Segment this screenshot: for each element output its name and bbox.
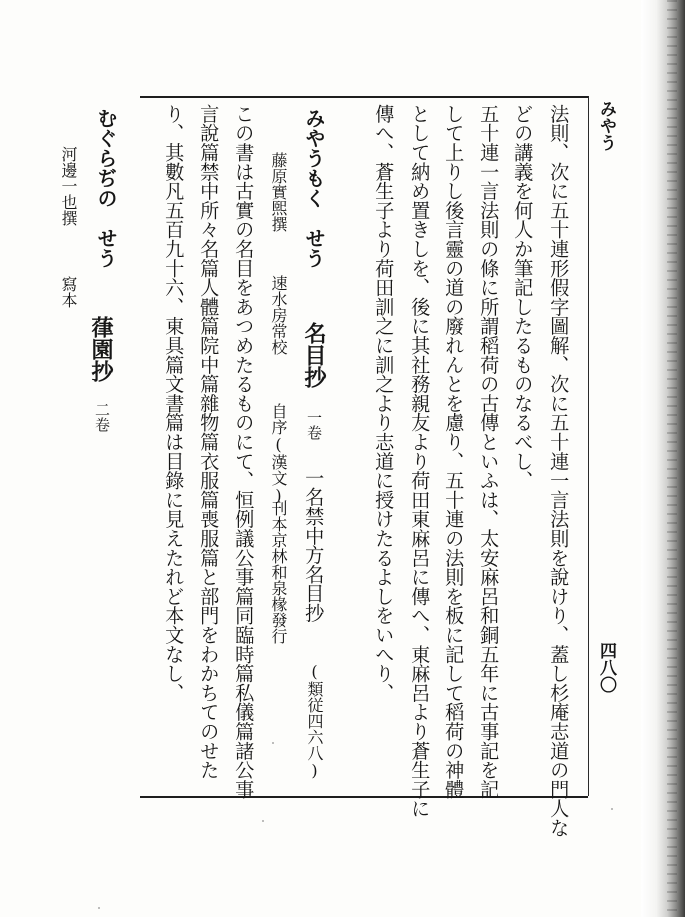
scan-speck bbox=[272, 742, 274, 744]
text-column: どの講義を何人か筆記したるものなるべし、 bbox=[511, 104, 535, 490]
binding-edge bbox=[641, 0, 685, 917]
entry-reading: みやうもく せう bbox=[302, 108, 326, 268]
entry-author: 藤原實煕撰 bbox=[269, 152, 288, 232]
description-column: り、其數凡五百九十六、東具篇文書篇は目錄に見えたれど本文なし、 bbox=[162, 104, 186, 703]
text-column: して上りし後言靈の道の廢れんとを慮り、五十連の法則を板に記して稻荷の神體 bbox=[442, 104, 466, 799]
entry-reading: むぐらぢの せう bbox=[94, 108, 118, 268]
description-column: この書は古實の名目をあつめたるものにて、恒例議公事篇同臨時篇私儀篇諸公事 bbox=[232, 104, 256, 799]
edge-shadow bbox=[667, 0, 677, 917]
scan-speck bbox=[611, 808, 613, 810]
page-number: 四八〇 bbox=[596, 642, 616, 693]
entry-volume: 一卷 bbox=[305, 410, 323, 440]
entry-collator: 速水房常校 bbox=[269, 275, 288, 355]
scan-speck bbox=[262, 820, 264, 822]
entry-alt-name: 一名禁中方名目抄 bbox=[302, 468, 326, 623]
header-rule bbox=[588, 96, 589, 796]
top-rule bbox=[140, 96, 588, 98]
entry-format: 寫本 bbox=[59, 276, 78, 308]
entry-volume: 二卷 bbox=[93, 402, 111, 432]
entry-title: 葎園抄 bbox=[88, 316, 114, 382]
bottom-rule bbox=[140, 796, 588, 798]
entry-title: 名目抄 bbox=[301, 322, 327, 388]
scan-speck bbox=[98, 907, 100, 909]
entry-author: 河邊一也撰 bbox=[59, 146, 78, 226]
text-column: 法則、次に五十連形假字圖解、次に五十連一言法則を說けり、蓋し杉庵志道の門人な bbox=[547, 104, 571, 838]
series-reference: (類従四六八) bbox=[305, 662, 324, 780]
text-column: として納め置きしを、後に其社務親友より荷田東麻呂に傳へ、東麻呂より蒼生子に bbox=[408, 104, 432, 819]
text-column: 傳へ、蒼生子より荷田訓之に訓之より志道に授けたるよしをいへり、 bbox=[372, 104, 396, 703]
entry-preface: 自序(漢文) bbox=[269, 403, 288, 505]
description-column: 言說篇禁中所々名篇人體篇院中篇雜物篇衣服篇喪服篇と部門をわかちてのせた bbox=[197, 104, 221, 780]
text-column: 五十連一言法則の條に所謂稻荷の古傳といふは、太安麻呂和銅五年に古事記を記 bbox=[477, 104, 501, 799]
running-title: みやう bbox=[596, 100, 616, 151]
entry-publication: 刊本京林和泉椽發行 bbox=[269, 500, 288, 644]
